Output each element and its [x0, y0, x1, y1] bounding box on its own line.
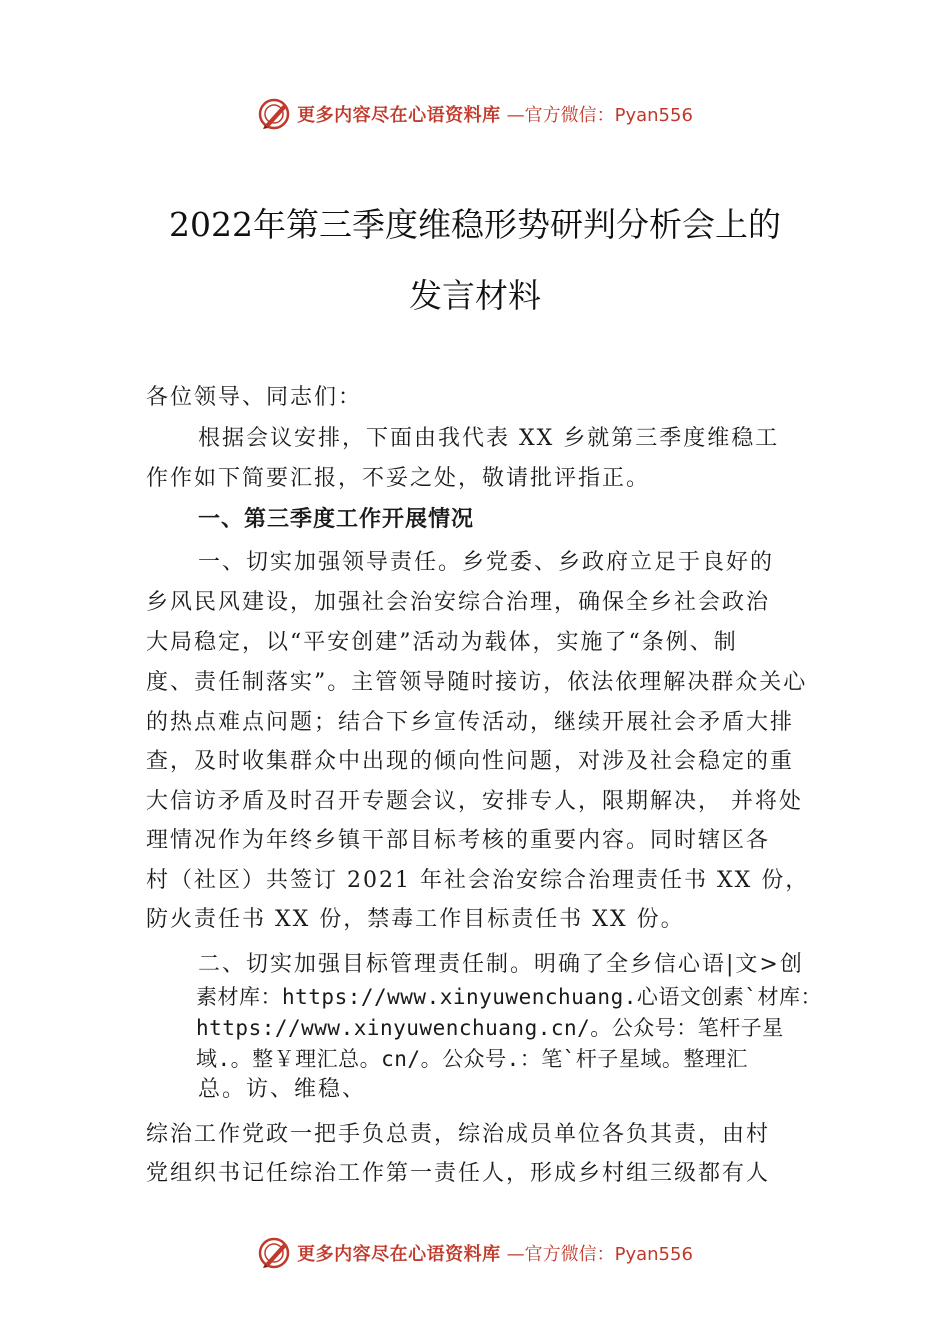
- watermark-brand: 更多内容尽在心语资料库: [297, 1244, 501, 1265]
- body-line: 一、切实加强领导责任。乡党委、乡政府立足于良好的: [198, 550, 775, 575]
- document-title-line-1: 2022年第三季度维稳形势研判分析会上的: [169, 205, 781, 244]
- pen-logo-icon: [257, 1236, 291, 1270]
- body-line: 党组织书记任综治工作第一责任人，形成乡村组三级都有人: [146, 1161, 771, 1186]
- body-line: 作作如下简要汇报，不妥之处，敬请批评指正。: [146, 466, 651, 491]
- watermark-header: [0, 94, 950, 134]
- body-line: 大信访矛盾及时召开专题会议，安排专人，限期解决， 并将处: [146, 789, 803, 814]
- body-line: 防火责任书 XX 份，禁毒工作目标责任书 XX 份。: [146, 907, 685, 932]
- body-line: 综治工作党政一把手负总责，综治成员单位各负其责，由村: [146, 1122, 771, 1147]
- body-line: 度、责任制落实”。主管领导随时接访，依法依理解决群众关心: [146, 670, 808, 695]
- body-line: 总。访、维稳、: [198, 1077, 367, 1102]
- watermark-brand: 更多内容尽在心语资料库: [297, 105, 501, 126]
- watermark-contact: —官方微信：Pyan556: [506, 1244, 693, 1265]
- watermark-contact: —官方微信：Pyan556: [506, 105, 693, 126]
- body-line: 二、切实加强目标管理责任制。明确了全乡信心语|文>创: [198, 952, 804, 977]
- watermark-footer: [0, 1233, 950, 1273]
- document-title-line-2: 发言材料: [409, 276, 541, 315]
- body-line: 理情况作为年终乡镇干部目标考核的重要内容。同时辖区各: [146, 828, 771, 853]
- body-line: 根据会议安排，下面由我代表 XX 乡就第三季度维稳工: [198, 426, 780, 451]
- body-line: 查，及时收集群众中出现的倾向性问题，对涉及社会稳定的重: [146, 749, 795, 774]
- inserted-ad-line: 域.。整￥理汇总。cn/。公众号.：笔`杆子星域。整理汇: [196, 1047, 748, 1071]
- pen-logo-icon: [257, 97, 291, 131]
- section-heading: 一、第三季度工作开展情况: [198, 507, 475, 532]
- body-line: 乡风民风建设，加强社会治安综合治理，确保全乡社会政治: [146, 590, 771, 615]
- body-line: 大局稳定，以“平安创建”活动为载体，实施了“条例、制: [146, 630, 738, 655]
- body-line: 村（社区）共签订 2021 年社会治安综合治理责任书 XX 份，: [146, 868, 810, 893]
- salutation: 各位领导、同志们：: [146, 385, 363, 410]
- inserted-ad-line: https://www.xinyuwenchuang.cn/。公众号：笔杆子星: [196, 1016, 784, 1040]
- body-line: 的热点难点问题；结合下乡宣传活动，继续开展社会矛盾大排: [146, 710, 795, 735]
- inserted-ad-line: 素材库：https://www.xinyuwenchuang.心语文创素`材库：: [196, 985, 823, 1009]
